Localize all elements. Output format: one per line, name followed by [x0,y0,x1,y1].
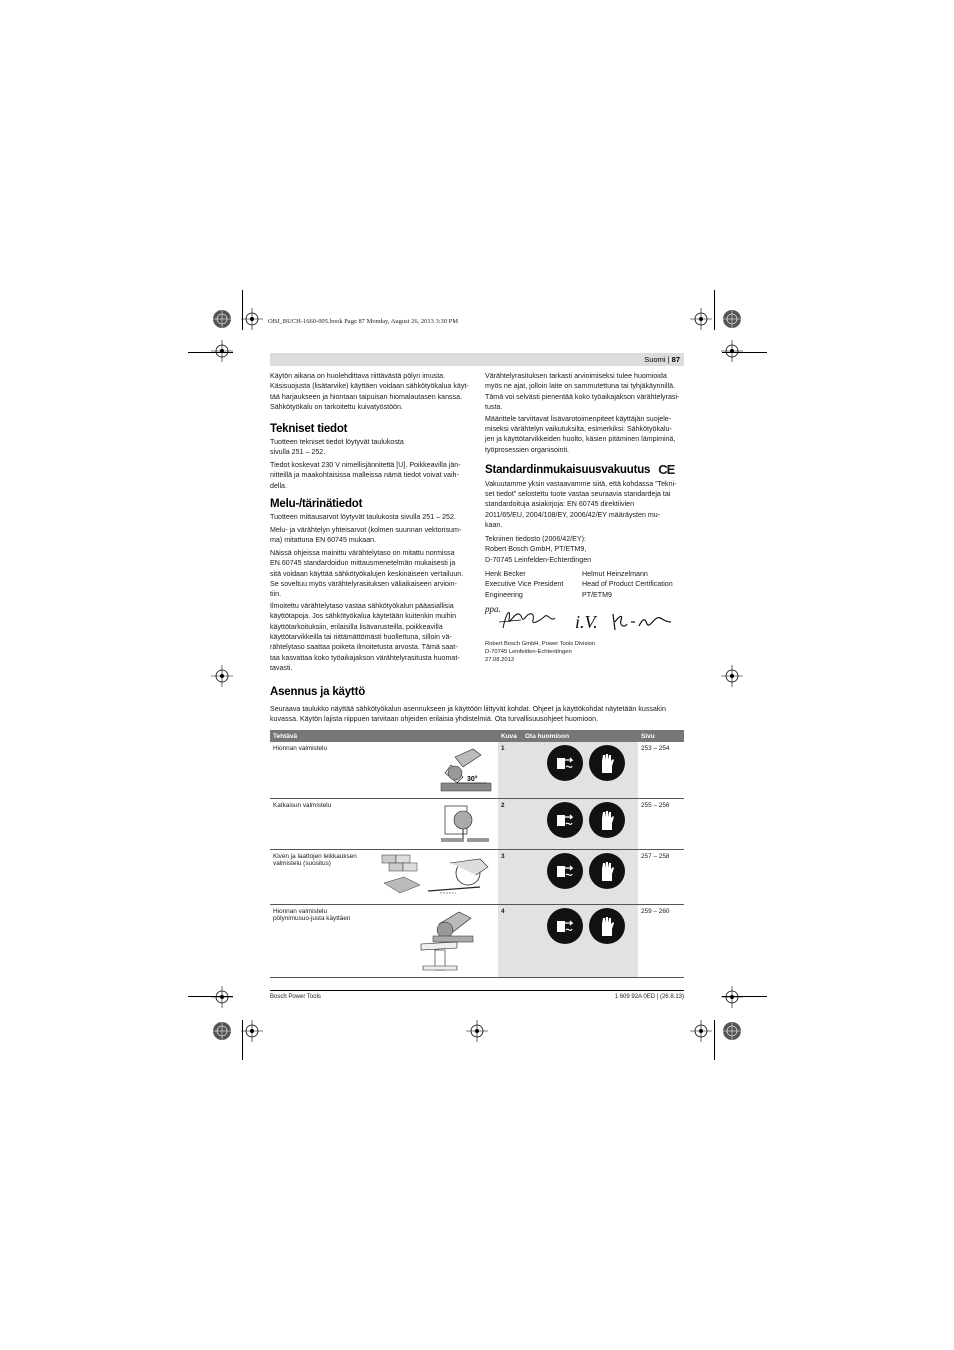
right-column [485,371,685,664]
read-manual-icon [547,908,583,944]
task-cell: Kiven ja laattojen leikkauksen valmistelu (suositus) [270,850,498,905]
conformity-paragraph: Vakuutamme yksin vastaavamme siitä, että kohdassa ”Tekni- set tiedot” selostettu tuote vastaa seuraavia standardeja tai standardoituja asiakirjoja: EN 60745 direktiivien 2011/65/EU, 2004/108/EY, 2006/42/EY määräysten mu- kaan. [485,479,677,530]
wear-gloves-icon [589,853,625,889]
column-header: Sivu [638,730,684,742]
noise-paragraph: Tuotteen mittausarvot löytyvät taulukosta sivulla 251 – 252. [270,513,456,522]
assembly-heading: Asennus ja käyttö [270,686,366,698]
tech-specs-heading: Tekniset tiedot [270,422,348,435]
figure-number: 3 [498,850,522,905]
technical-file-paragraph: Tekninen tiedosto (2006/42/EY): Robert Bosch GmbH, PT/ETM9, D-70745 Leinfelden-Echterdingen [485,534,592,564]
noise-paragraph: Näissä ohjeissa mainittu värähtelytaso on mitattu normissa EN 60745 standardoidun mittausmenetelmän mukaisesti ja sitä voidaan käyttää sähkötyökalujen keskinäiseen vertailuun. Se soveltuu myös värähtelyrasituksen väliaikaiseen arvioin- tiin. [270,548,464,599]
table-row [270,742,684,799]
signatory: Henk Becker Executive Vice President Engineering [485,569,564,599]
crosshair-icon [690,1020,712,1042]
task-cell: Hionnan valmistelu 30° [270,742,498,799]
safety-icons [522,799,638,850]
tech-paragraph: Tiedot koskevat 230 V nimellisjännitettä [U]. Poikkeavilla jän- nitteillä ja maakohtaisissa malleissa nämä tiedot voivat vaih- della. [270,460,461,490]
page-range: 253 – 254 [638,742,684,799]
footer-brand: Bosch Power Tools [270,994,321,1000]
handwritten-signature-icon [485,600,685,636]
left-column [270,371,470,675]
tasks-table [270,730,684,978]
noise-heading: Melu-/tärinätiedot [270,498,363,511]
footer-divider [270,990,684,991]
svg-text:30°: 30° [467,776,478,783]
registration-mark-icon [211,1020,233,1042]
column-header: Kuva [498,730,522,742]
figure-number: 1 [498,742,522,799]
grinding-illustration-icon [437,745,495,795]
crosshair-icon [690,308,712,330]
crosshair-icon [721,986,743,1008]
registration-mark-icon [721,308,743,330]
page-range: 259 – 260 [638,905,684,978]
table-row [270,799,684,850]
cutting-illustration-icon [437,802,495,846]
wear-gloves-icon [589,908,625,944]
crosshair-icon [721,665,743,687]
read-manual-icon [547,853,583,889]
task-cell: Hionnan valmistelu pölynimusuo-justa käyttäen [270,905,498,978]
figure-number: 2 [498,799,522,850]
page-header-bar [270,353,684,366]
page-number: 87 [671,355,680,364]
conformity-heading: Standardinmukaisuusvakuutus [485,464,651,477]
stone-cutting-illustration-icon [380,853,495,901]
print-header: OBJ_BUCH-1660-005.book Page 87 Monday, August 26, 2013 3:30 PM [268,318,459,325]
svg-text:ppa.: ppa. [485,604,501,615]
crosshair-icon [211,340,233,362]
task-cell: Katkaisun valmistelu [270,799,498,850]
crosshair-icon [466,1020,488,1042]
page-range: 257 – 258 [638,850,684,905]
crosshair-icon [241,1020,263,1042]
intro-paragraph: Käytön aikana on huolehdittava riittävästä pölyn imusta. Käsisuojusta (lisätarvike) käyttäen voidaan sähkötyökalua käyt- tää harjaukseen ja hiontaan taipuisan hiomalautasen kanssa. Sähkötyökalu on tarkoitettu kuivatyöstöön. [270,372,469,412]
page-range: 255 – 256 [638,799,684,850]
signatory: Helmut Heinzelmann Head of Product Certification PT/ETM9 [582,569,673,599]
noise-paragraph: Melu- ja värähtelyn yhteisarvot (kolmen suunnan vektorisum- ma) mitattuna EN 60745 mukaan. [270,525,462,545]
vibration-paragraph: Määrittele tarvittavat lisävarotoimenpiteet käyttäjän suojele- miseksi värähtelyn vaikutuksilta, esimerkiksi: Sähkötyökalu- jen ja käyttötarvikkeiden huolto, käsien pitäminen lämpiminä, työprosessien organisointi. [485,414,676,454]
assembly-intro: Seuraava taulukko näyttää sähkötyökalun asennukseen ja käyttöön liittyvät kohdat. Ohjeet ja käyttökohdat näytetään kussakin kuvassa. Käytön lajista riippuen tarvitaan ohjeiden erilaisia yhdistelmiä. Ota turvallisuusohjeet huomioon. [270,705,666,723]
safety-icons [522,905,638,978]
wear-gloves-icon [589,745,625,781]
crosshair-icon [721,340,743,362]
signatories [485,569,685,600]
tech-paragraph: Tuotteen tekniset tiedot löytyvät taulukosta sivulla 251 – 252. [270,438,404,457]
column-header: Tehtävä [270,730,498,742]
safety-icons [522,742,638,799]
read-manual-icon [547,745,583,781]
column-header: Ota huomioon [522,730,638,742]
svg-text:i.V.: i.V. [575,612,598,633]
dust-extraction-illustration-icon [415,908,495,974]
table-row [270,850,684,905]
crop-mark [714,290,715,330]
registration-mark-icon [211,308,233,330]
crosshair-icon [211,665,233,687]
footer-doc-code: 1 609 92A 0ED | (26.8.13) [614,994,684,1000]
vibration-paragraph: Värähtelyrasituksen tarkasti arvioimiseksi tulee huomioida myös ne ajat, jolloin laite on sammutettuna tai tyhjäkäynnillä. Tämä voi selvästi pienentää koko työaikajakson värähtelyrasi- tusta. [485,372,680,412]
registration-mark-icon [721,1020,743,1042]
crop-mark [714,1020,715,1060]
wear-gloves-icon [589,802,625,838]
table-header-row [270,730,684,742]
safety-icons [522,850,638,905]
ce-mark-icon: CE [658,462,675,478]
read-manual-icon [547,802,583,838]
company-address: Robert Bosch GmbH, Power Tools Division D-70745 Leinfelden-Echterdingen 27.08.2013 [485,640,596,663]
crosshair-icon [241,308,263,330]
noise-paragraph: Ilmoitettu värähtelytaso vastaa sähkötyökalun pääasiallisia käyttötapoja. Jos sähkötyökalua käytetään kuitenkin muihin käyttötarkoituksiin, erilaisilla lisävarusteilla, poikkeavilla käyttötarvikkeilla tai riittämättömästi huollettuna, silloin vä- rähtelytaso saattaa poiketa ilmoitetusta arvosta. Tämä saat- taa kasvattaa koko työaikajakson värähtelyrasitusta huomat- tavasti. [270,601,460,673]
table-row [270,905,684,978]
crosshair-icon [211,986,233,1008]
figure-number: 4 [498,905,522,978]
conformity-heading-row [485,462,685,478]
page-language: Suomi | 87 [644,355,680,364]
